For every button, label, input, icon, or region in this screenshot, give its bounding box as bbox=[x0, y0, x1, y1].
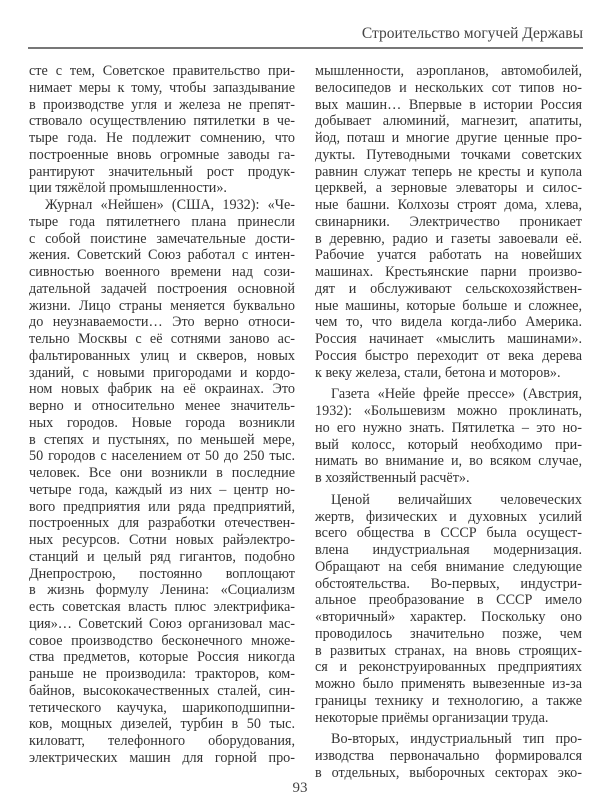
text-line: ствовало осуществлению пятилетки в че- bbox=[29, 113, 295, 130]
text-line: станций и целый ряд гигантов, подобно bbox=[29, 548, 295, 565]
text-line: добывает алюминий, магнезит, апатиты, bbox=[315, 113, 582, 130]
text-line: рантируют значительный рост продук- bbox=[29, 163, 295, 180]
text-line: вых машин… Впервые в истории Россия bbox=[315, 96, 582, 113]
text-line: некоторые приёмы организации труда. bbox=[315, 709, 549, 726]
text-line: четыре года, каждый из них – центр но- bbox=[29, 481, 295, 498]
text-line: зданий, с новыми пригородами и кордо- bbox=[29, 364, 295, 381]
text-line: до неузнаваемости… Это верно относи- bbox=[29, 314, 295, 331]
text-line: дательной задачей построения основной bbox=[29, 280, 295, 297]
text-line: нимает меры к тому, чтобы запаздывание bbox=[29, 79, 295, 96]
text-line: построенных для разработки отечествен- bbox=[29, 515, 295, 532]
paragraph bbox=[29, 63, 295, 197]
text-line: в деревню, радио и газеты завоевали её. bbox=[315, 230, 582, 247]
text-line: «вторичный» характер. Поскольку оно bbox=[315, 609, 582, 625]
text-line: в жизнь формулу Ленина: «Социализм bbox=[29, 582, 295, 599]
text-line: тельно Москвы с её сотнями заново ас- bbox=[29, 331, 295, 347]
text-line: в производстве угля и железа не препят- bbox=[29, 96, 295, 113]
text-line: всего общества в СССР была осущест- bbox=[315, 525, 582, 542]
text-line: совое производство бесконечного множе- bbox=[29, 632, 295, 649]
text-line: влена индустриальная модернизация. bbox=[315, 542, 582, 558]
text-column-left bbox=[29, 63, 295, 767]
text-line: человек. Все они возникли в последние bbox=[29, 465, 295, 481]
text-line: ции тяжёлой промышленности». bbox=[29, 180, 227, 197]
page-number: 93 bbox=[292, 780, 308, 796]
paragraph bbox=[315, 63, 582, 381]
text-line: ных городов. Новые города возникли bbox=[29, 414, 295, 431]
text-line: Россия быстро переходит от века дерева bbox=[315, 347, 582, 364]
text-line: есть советская власть плюс электрифика- bbox=[29, 599, 295, 615]
text-line: с собой поистине замечательные дости- bbox=[29, 230, 295, 247]
text-line: построенные вновь огромные заводы га- bbox=[29, 146, 295, 163]
text-line: но его нужно знать. Пятилетка – это но- bbox=[315, 419, 582, 436]
text-line: машинах. Крестьянские парни произво- bbox=[315, 264, 582, 280]
text-line: ные башни. Колхозы строят дома, хлева, bbox=[315, 197, 582, 213]
text-line: нимать во внимание и, во всяком случае, bbox=[315, 453, 582, 470]
text-line: Во-вторых, индустриальный тип про- bbox=[331, 731, 582, 748]
text-line: дят и обслуживают сельскохозяйствен- bbox=[315, 280, 582, 297]
text-line: в степях и пустынях, по меньшей мере, bbox=[29, 431, 295, 448]
text-column-right bbox=[315, 63, 582, 782]
text-line: Обращают на себя внимание следующие bbox=[315, 558, 582, 575]
text-line: 1932): «Большевизм можно проклинать, bbox=[315, 403, 582, 419]
text-line: чем то, что видела когда-либо Америка. bbox=[315, 314, 582, 331]
text-line: тыре года. Не подлежит сомнению, что bbox=[29, 130, 295, 146]
text-line: жизни. Лицо страны меняется буквально bbox=[29, 297, 295, 314]
text-line: киловатт, телефонного оборудования, bbox=[29, 733, 295, 749]
paragraph bbox=[315, 386, 582, 487]
text-line: электрических машин для горной про- bbox=[29, 749, 295, 766]
text-line: к веку железа, стали, бетона и моторов». bbox=[315, 364, 561, 381]
text-line: ся и реконструированных предприятиях bbox=[315, 659, 582, 676]
text-line: Газета «Нейе фрейе прессе» (Австрия, bbox=[331, 386, 582, 403]
text-line: дукты. Путеводными точками советских bbox=[315, 146, 582, 163]
text-line: ные машины, которые больше и сложнее, bbox=[315, 297, 582, 314]
text-line: раньше не производила: тракторов, ком- bbox=[29, 666, 295, 682]
text-line: Рабочие учатся работать на новейших bbox=[315, 247, 582, 264]
text-line: Днепрострою, постоянно воплощают bbox=[29, 565, 295, 582]
text-line: сивностью военного времени над сози- bbox=[29, 264, 295, 280]
text-line: свинарники. Электричество проникает bbox=[315, 213, 582, 230]
text-line: жения. Советский Союз работал с интен- bbox=[29, 247, 295, 264]
text-line: Журнал «Нейшен» (США, 1932): «Че- bbox=[45, 197, 295, 213]
text-line: жертв, физических и духовных усилий bbox=[315, 508, 582, 525]
text-line: ном новых фабрик на её окраинах. Это bbox=[29, 381, 295, 398]
text-line: ных ресурсов. Сотни новых райэлектро- bbox=[29, 532, 295, 548]
paragraph bbox=[315, 731, 582, 781]
text-line: байнов, высококачественных сталей, син- bbox=[29, 682, 295, 699]
text-line: ков, мощных дизелей, турбин в 50 тыс. bbox=[29, 716, 295, 733]
paragraph bbox=[315, 492, 582, 727]
text-line: проводилось значительно позже, чем bbox=[315, 625, 582, 642]
text-line: изводства первоначально формировался bbox=[315, 748, 582, 764]
text-line: Ценой величайших человеческих bbox=[331, 491, 582, 508]
text-line: сте с тем, Советское правительство при- bbox=[29, 63, 295, 79]
text-line: верно и относительно менее значитель- bbox=[29, 398, 295, 414]
running-header-title: Строительство могучей Державы bbox=[361, 25, 583, 42]
text-line: церквей, а зерновые элеваторы и силос- bbox=[315, 180, 582, 197]
text-line: альное преобразование в СССР имело bbox=[315, 592, 582, 609]
text-line: в отдельных, выборочных секторах эко- bbox=[315, 764, 582, 781]
text-line: ства предметов, которые Россия никогда bbox=[29, 649, 295, 666]
text-line: ция»… Советский Союз организовал мас- bbox=[29, 615, 295, 632]
text-line: велосипедов и нескольких сот типов но- bbox=[315, 79, 582, 96]
text-line: тетического каучука, шарикоподшипни- bbox=[29, 699, 295, 716]
paragraph bbox=[29, 197, 295, 767]
text-line: в развитых странах, на вновь строящих- bbox=[315, 642, 582, 659]
text-line: можно было применять вывезенные из-за bbox=[315, 676, 582, 692]
text-line: тыре года пятилетнего плана принесли bbox=[29, 213, 295, 230]
text-line: границы технику и технологию, а также bbox=[315, 692, 582, 709]
text-line: 50 городов с населением от 50 до 250 тыс. bbox=[29, 448, 295, 465]
text-line: вый колосс, который необходимо при- bbox=[315, 436, 582, 453]
text-line: Россия начинает «мыслить машинами». bbox=[315, 331, 582, 347]
text-line: фальтированных улиц и скверов, новых bbox=[29, 347, 295, 364]
text-line: обстоятельства. Во-первых, индустри- bbox=[315, 575, 582, 592]
header-rule bbox=[28, 47, 583, 49]
text-line: мышленности, аэропланов, автомобилей, bbox=[315, 63, 582, 79]
text-line: равнин служат теперь не кресты и купола bbox=[315, 163, 582, 180]
text-line: вого предприятия или ряда предприятий, bbox=[29, 498, 295, 515]
text-line: в хозяйственный расчёт». bbox=[315, 470, 470, 486]
text-line: йод, поташ и многие другие ценные про- bbox=[315, 130, 582, 146]
